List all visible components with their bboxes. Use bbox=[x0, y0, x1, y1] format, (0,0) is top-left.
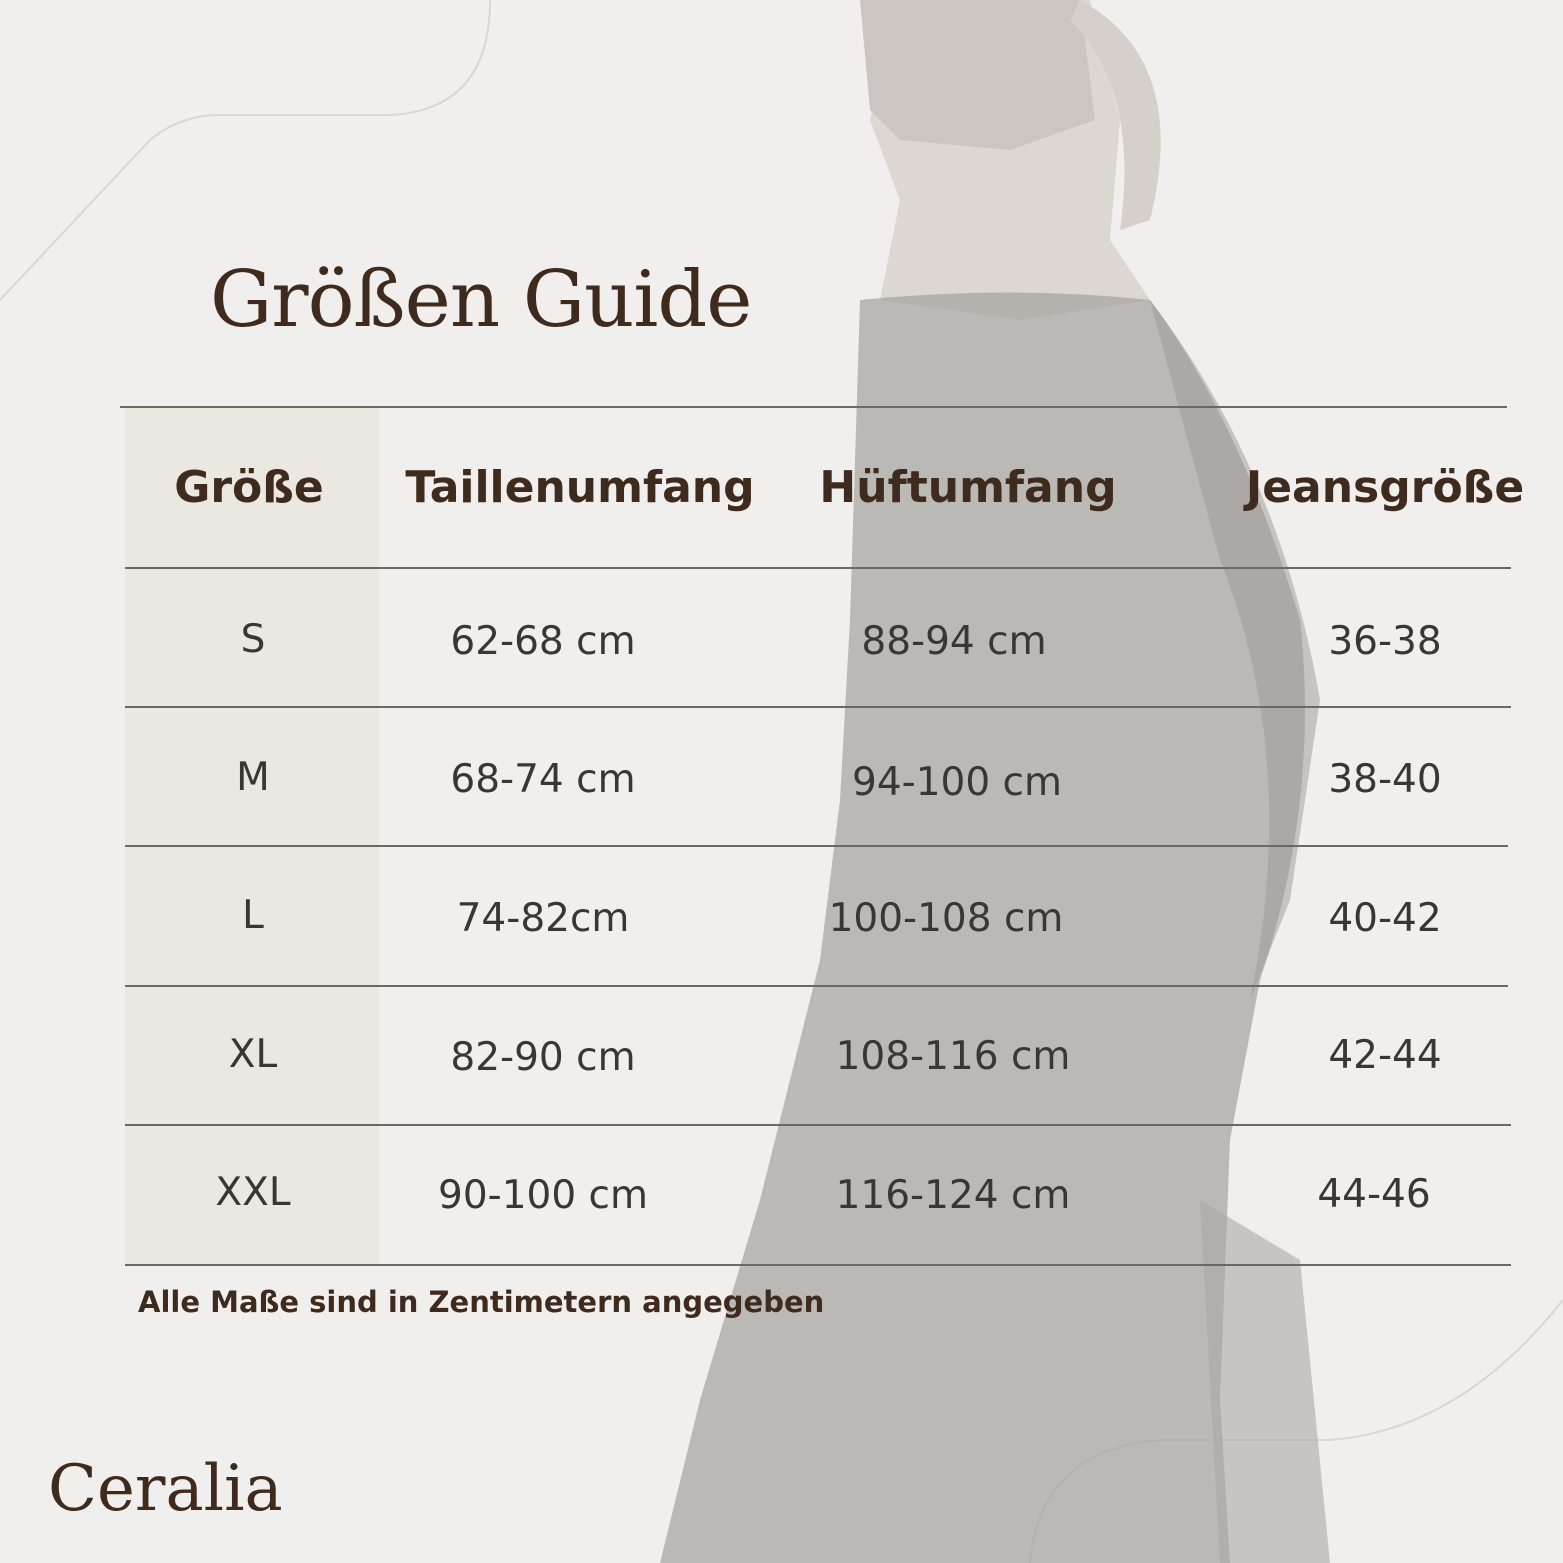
cell-size: S bbox=[240, 617, 266, 662]
header-waist: Taillenumfang bbox=[405, 462, 755, 513]
cell-hip: 88-94 cm bbox=[861, 619, 1047, 664]
cell-waist: 62-68 cm bbox=[450, 619, 636, 664]
header-size: Größe bbox=[174, 462, 324, 513]
units-footnote: Alle Maße sind in Zentimetern angegeben bbox=[138, 1285, 825, 1319]
cell-waist: 68-74 cm bbox=[450, 757, 636, 802]
cell-waist: 74-82cm bbox=[456, 896, 630, 941]
cell-jeans: 42-44 bbox=[1328, 1033, 1442, 1078]
cell-hip: 94-100 cm bbox=[852, 760, 1062, 805]
cell-hip: 108-116 cm bbox=[835, 1034, 1071, 1079]
cell-waist: 82-90 cm bbox=[450, 1035, 636, 1080]
row-divider bbox=[125, 985, 1508, 987]
cell-jeans: 36-38 bbox=[1328, 619, 1442, 664]
size-column-shade bbox=[125, 408, 379, 1265]
header-hip: Hüftumfang bbox=[819, 462, 1117, 513]
header-jeans-size: Jeansgröße bbox=[1245, 462, 1525, 513]
cell-jeans: 44-46 bbox=[1317, 1172, 1431, 1217]
cell-size: M bbox=[236, 755, 270, 800]
row-divider bbox=[125, 1124, 1511, 1126]
row-divider bbox=[125, 845, 1508, 847]
page-title: Größen Guide bbox=[210, 255, 752, 345]
cell-hip: 116-124 cm bbox=[835, 1173, 1071, 1218]
table-bottom-rule bbox=[125, 1264, 1511, 1266]
cell-waist: 90-100 cm bbox=[438, 1173, 648, 1218]
cell-jeans: 38-40 bbox=[1328, 757, 1442, 802]
cell-size: XL bbox=[228, 1032, 278, 1077]
cell-jeans: 40-42 bbox=[1328, 896, 1442, 941]
cell-size: XXL bbox=[215, 1170, 291, 1215]
row-divider bbox=[125, 706, 1511, 708]
row-divider bbox=[125, 567, 1511, 569]
brand-wordmark: Ceralia bbox=[48, 1452, 283, 1526]
cell-size: L bbox=[242, 893, 264, 938]
table-top-rule bbox=[120, 406, 1507, 408]
cell-hip: 100-108 cm bbox=[828, 896, 1064, 941]
